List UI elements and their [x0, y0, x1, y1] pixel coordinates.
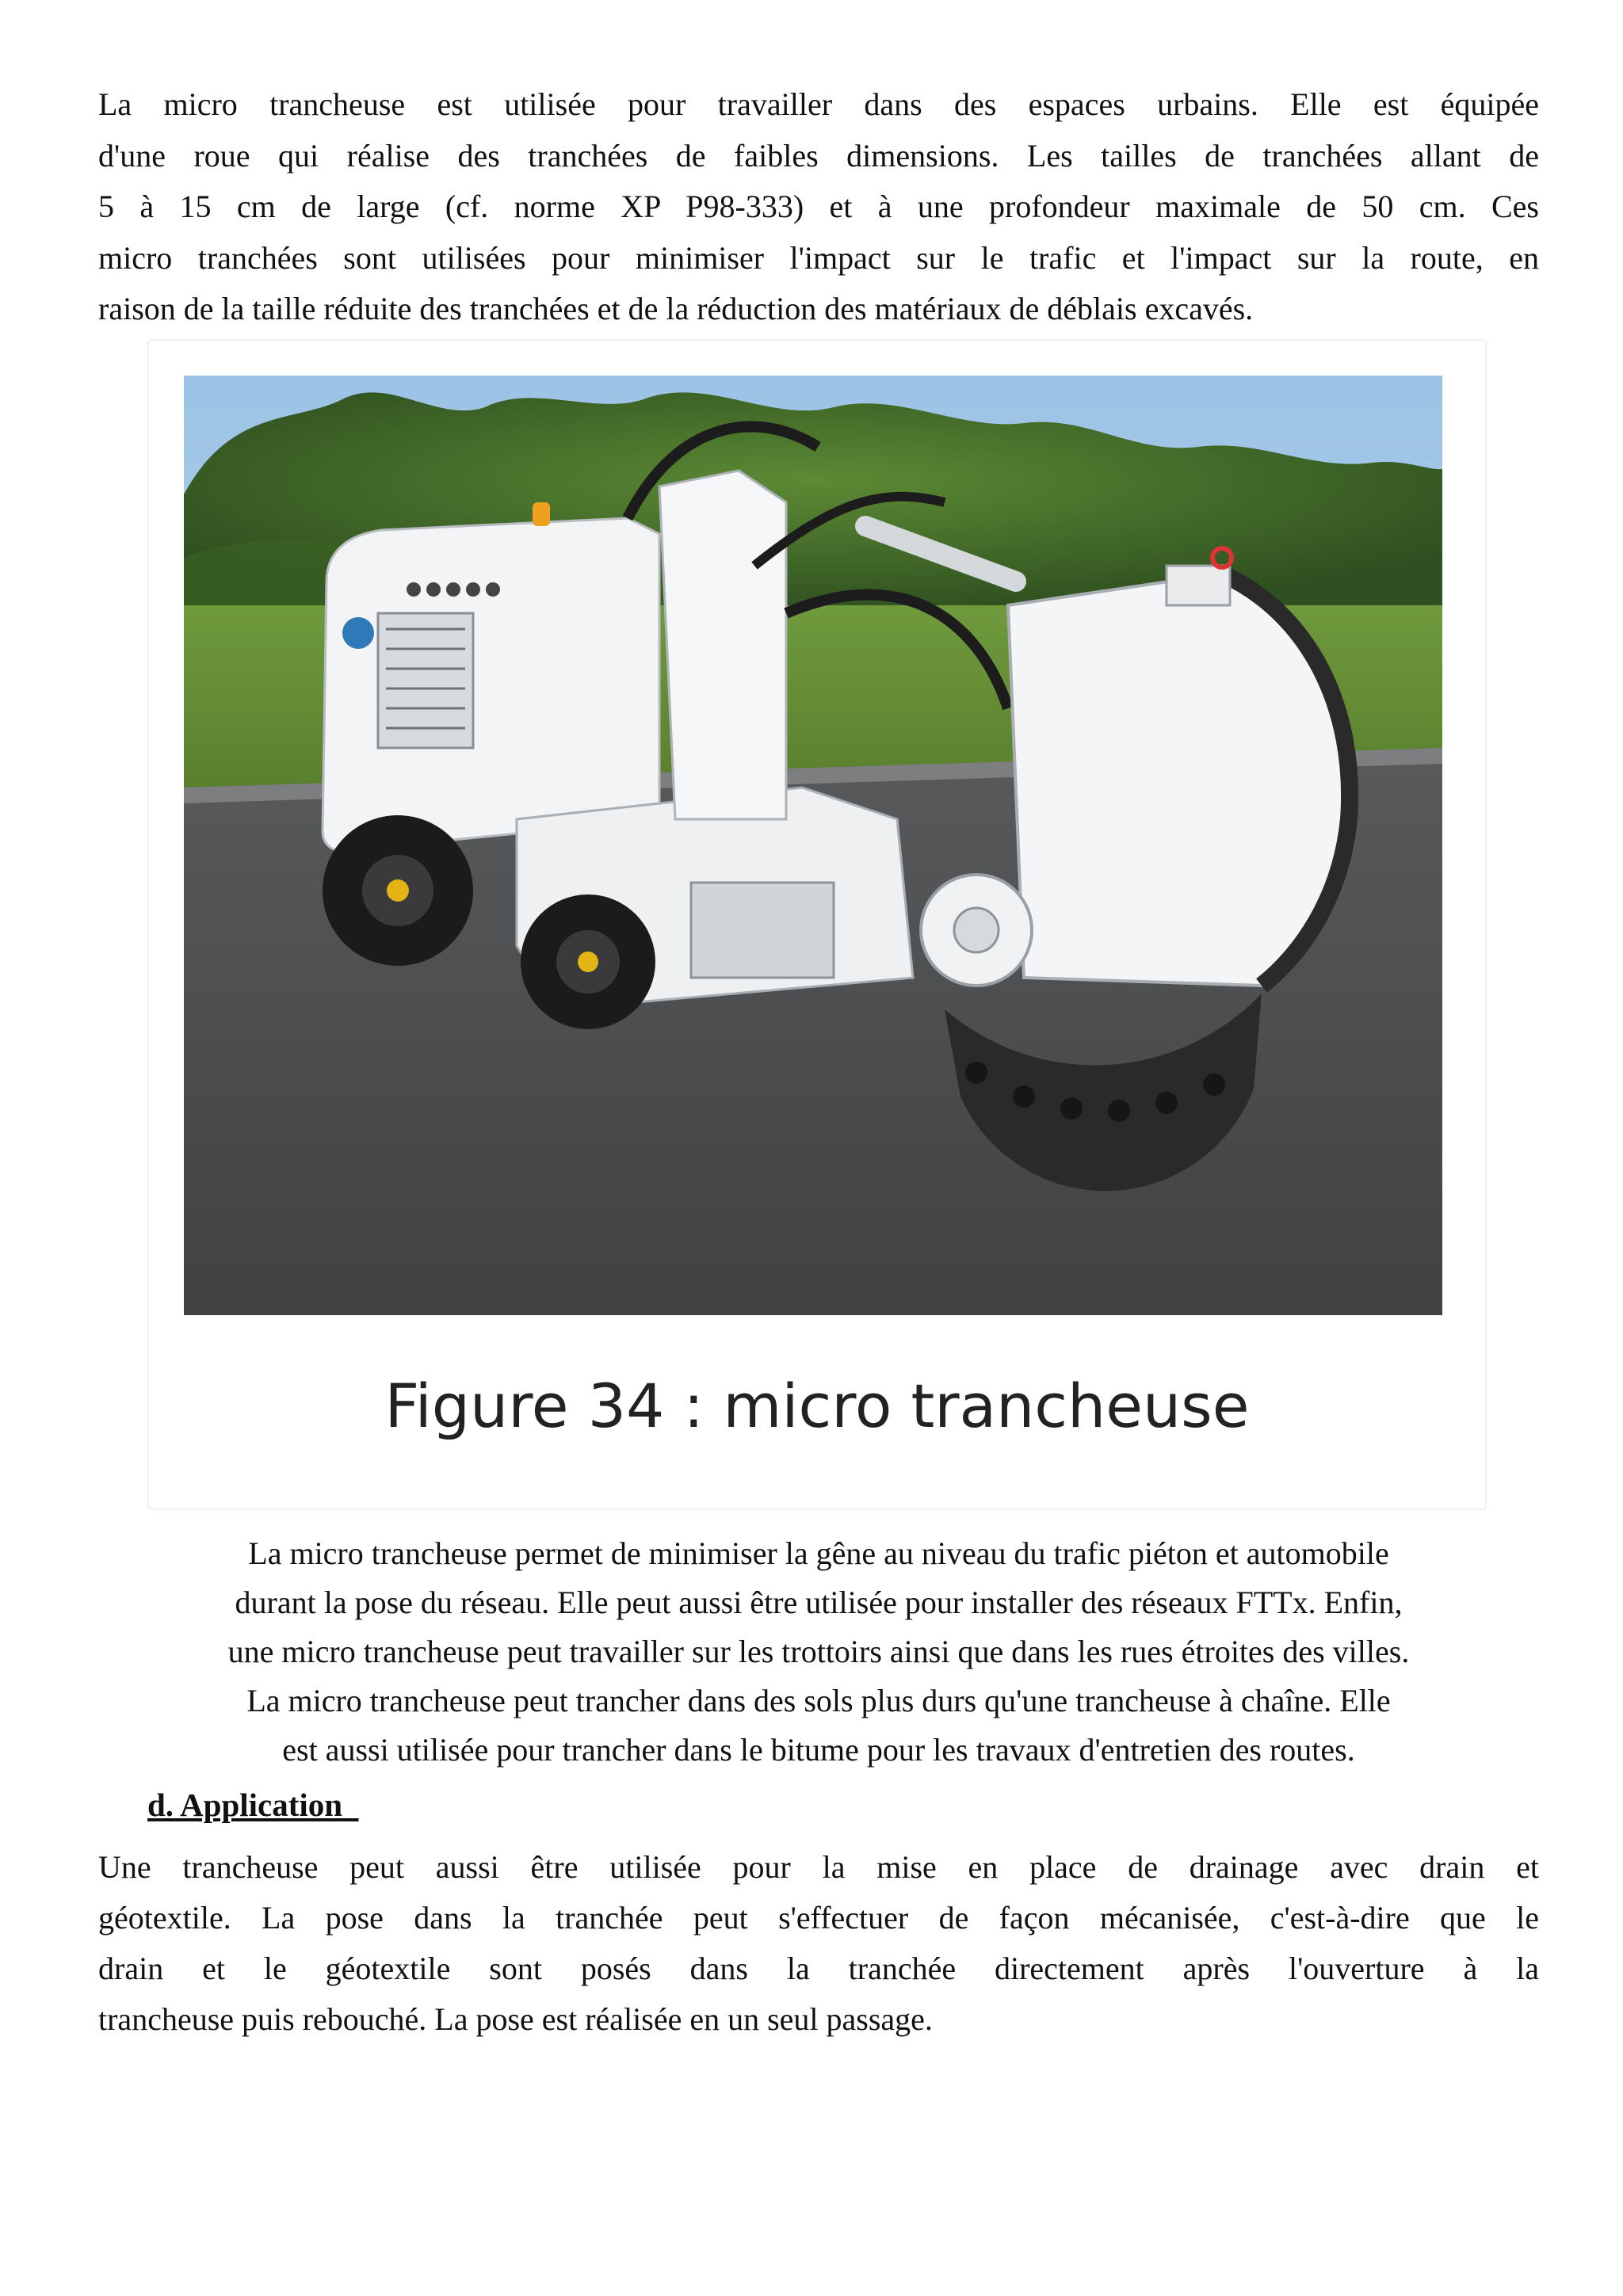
section-heading-application: d. Application	[147, 1787, 359, 1823]
application-line: géotextile. La pose dans la tranchée peut s'effectuer de façon mécanisée, c'est-à-dire que le	[98, 1900, 1539, 1936]
intro-line: d'une roue qui réalise des tranchées de faibles dimensions. Les tailles de tranchées allant de	[98, 137, 1539, 174]
application-line: Une trancheuse peut aussi être utilisée pour la mise en place de drainage avec drain et	[98, 1849, 1539, 1885]
application-paragraph	[98, 1842, 1539, 2045]
intro-line: La micro trancheuse est utilisée pour travailler dans des espaces urbains. Elle est équipée	[98, 86, 1539, 122]
figure-caption: Figure 34 : micro trancheuse	[384, 1371, 1250, 1441]
application-line: drain et le géotextile sont posés dans la tranchée directement après l'ouverture à la	[98, 1951, 1539, 1986]
intro-paragraph	[98, 79, 1539, 335]
application-line: trancheuse puis rebouché. La pose est réalisée en un seul passage.	[98, 2001, 933, 2037]
intro-line: raison de la taille réduite des tranchées et de la réduction des matériaux de déblais excavés.	[98, 291, 1254, 326]
intro-line: micro tranchées sont utilisées pour minimiser l'impact sur le trafic et l'impact sur la route, en	[98, 239, 1539, 276]
intro-line: 5 à 15 cm de large (cf. norme XP P98-333) et à une profondeur maximale de 50 cm. Ces	[98, 189, 1539, 224]
benefits-line: durant la pose du réseau. Elle peut aussi être utilisée pour installer des réseaux FTTx. Enfin,	[235, 1585, 1403, 1620]
benefits-line: La micro trancheuse permet de minimiser la gêne au niveau du trafic piéton et automobile	[248, 1535, 1389, 1571]
micro-trencher-photo	[184, 376, 1442, 1315]
benefits-line: La micro trancheuse peut trancher dans des sols plus durs qu'une trancheuse à chaîne. Elle	[246, 1683, 1391, 1718]
benefits-line: est aussi utilisée pour trancher dans le bitume pour les travaux d'entretien des routes.	[282, 1732, 1355, 1768]
benefits-paragraph	[98, 1529, 1539, 1775]
figure-34	[147, 339, 1487, 1510]
benefits-line: une micro trancheuse peut travailler sur les trottoirs ainsi que dans les rues étroites des villes.	[227, 1634, 1410, 1669]
